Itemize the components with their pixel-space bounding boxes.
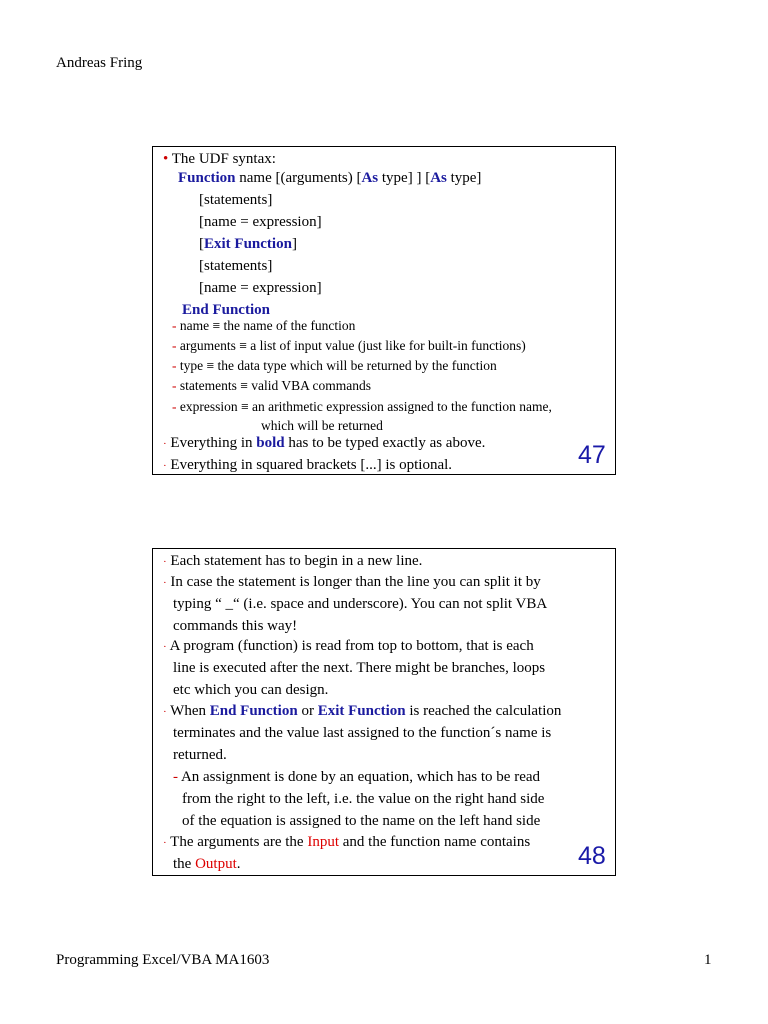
definition-item: - expression ≡ an arithmetic expression assigned to the function name, [172,399,552,414]
function-declaration: Function name [(arguments) [As type] ] [As type] [178,170,482,186]
input-term: Input [307,834,339,850]
definition-item: - name ≡ the name of the function [172,318,356,333]
page-number: 1 [704,952,712,968]
definition-item: - statements ≡ valid VBA commands [172,378,371,393]
keyword-as: As [430,170,447,186]
keyword-end-function: End Function [209,703,298,719]
point-program-order: · A program (function) is read from top to bottom, that is each [163,638,534,654]
definition-item: - type ≡ the data type which will be returned by the function [172,358,497,373]
point-split-line: · In case the statement is longer than the line you can split it by [163,574,541,590]
point-input-output-cont: the Output. [173,856,241,872]
slide-48 [152,548,616,876]
course-footer: Programming Excel/VBA MA1603 [56,952,270,968]
bullet-icon: • [163,151,169,167]
point-termination: · When End Function or Exit Function is reached the calculation [163,703,562,719]
keyword-exit-function: Exit Function [204,236,292,252]
syntax-assignment: [name = expression] [199,214,322,230]
definition-item: - arguments ≡ a list of input value (just like for built-in functions) [172,338,526,353]
keyword-function: Function [178,170,236,186]
syntax-statements: [statements] [199,192,273,208]
note-optional: · Everything in squared brackets [...] is optional. [163,457,453,473]
point-input-output: · The arguments are the Input and the function name contains [163,834,531,850]
syntax-assignment: [name = expression] [199,280,322,296]
point-termination-cont: terminates and the value last assigned to the function´s name is [173,725,552,741]
keyword-as: As [361,170,379,186]
point-termination-cont: returned. [173,747,227,763]
point-program-order-cont: etc which you can design. [173,682,329,698]
syntax-end [182,301,270,319]
point-split-line-cont: typing “ _“ (i.e. space and underscore). You can not split VBA [173,596,548,612]
syntax-exit: [Exit Function] [199,236,297,252]
keyword-end-function: End Function [182,302,270,318]
keyword-bold: bold [256,435,285,451]
slide-number: 47 [578,441,606,469]
author-header: Andreas Fring [56,55,143,71]
syntax-intro: • The UDF syntax: [163,151,276,167]
subpoint-assignment-cont: from the right to the left, i.e. the value on the right hand side [182,791,545,807]
subpoint-assignment: - An assignment is done by an equation, which has to be read [173,769,541,785]
slide-47 [152,146,616,475]
point-new-line: · Each statement has to begin in a new line. [163,553,423,569]
keyword-exit-function: Exit Function [317,703,406,719]
output-term: Output [195,856,237,872]
syntax-statements: [statements] [199,258,273,274]
point-program-order-cont: line is executed after the next. There might be branches, loops [173,660,546,676]
note-bold: · Everything in bold has to be typed exactly as above. [163,435,486,451]
slide-number: 48 [578,842,606,870]
definition-continuation: which will be returned [261,418,383,433]
point-split-line-cont: commands this way! [173,618,298,634]
subpoint-assignment-cont: of the equation is assigned to the name on the left hand side [182,813,541,829]
